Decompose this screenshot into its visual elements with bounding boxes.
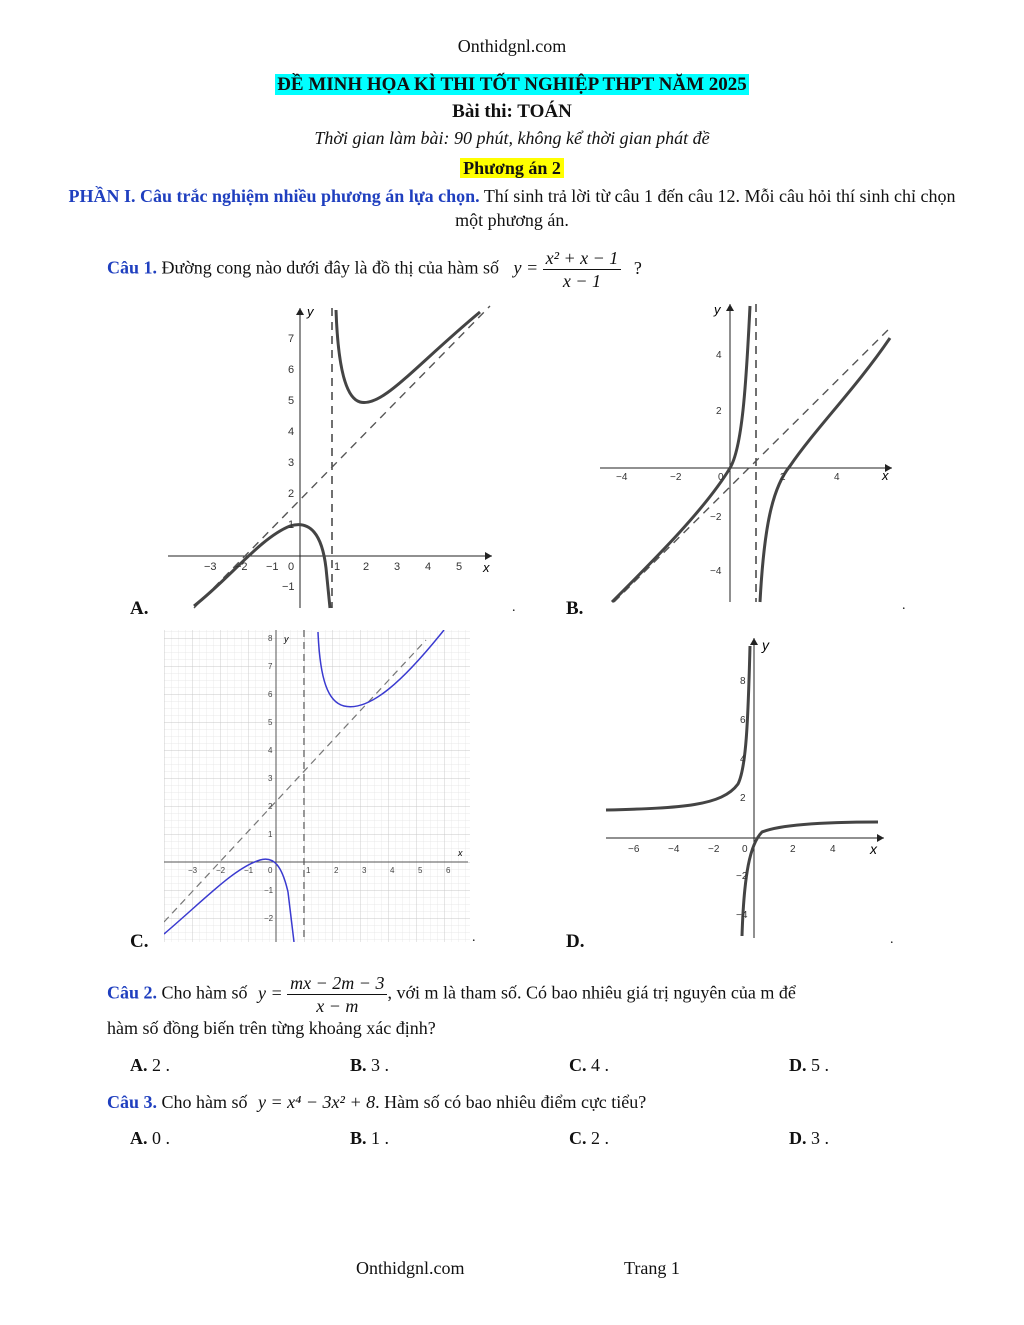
- graph-c-xtick-1: 1: [306, 866, 311, 875]
- question-1: [107, 247, 642, 292]
- q1-text: Đường cong nào dưới đây là đồ thị của hàm số: [161, 257, 499, 278]
- graph-c-x-label: x: [458, 848, 463, 858]
- graph-a-xtick-m2: −2: [235, 561, 248, 573]
- graph-d: [602, 634, 888, 940]
- graph-b-ytick-m2: −2: [710, 512, 722, 523]
- graph-a-ytick-1: 1: [288, 519, 295, 531]
- q2-option-d[interactable]: [789, 1055, 829, 1076]
- q3-option-d[interactable]: [789, 1128, 829, 1149]
- graph-d-y-label: y: [762, 637, 769, 653]
- graph-a-ytick-7: 7: [288, 333, 295, 345]
- q1-option-a-label: A.: [130, 598, 149, 619]
- q3-option-b-label: B.: [350, 1128, 367, 1148]
- graph-b-ytick-2: 2: [716, 406, 722, 417]
- exam-subject: Bài thi: TOÁN: [452, 101, 572, 122]
- q3-option-d-value: 3 .: [811, 1128, 829, 1148]
- q2-option-c-label: C.: [569, 1055, 587, 1075]
- graph-c-xtick-6: 6: [446, 866, 451, 875]
- graph-a-right-branch: [336, 310, 480, 403]
- graph-a-xtick-1: 1: [334, 561, 341, 573]
- q2-fraction: [287, 972, 387, 1017]
- q2-option-b[interactable]: [350, 1055, 389, 1076]
- graph-d-xtick-2: 2: [790, 844, 796, 855]
- header-site: Onthidgnl.com: [457, 36, 567, 56]
- question-2: [107, 972, 947, 1017]
- graph-d-xtick-4: 4: [830, 844, 836, 855]
- part1-text: Thí sinh trả lời từ câu 1 đến câu 12. Mỗi câu hỏi thí sinh chỉ chọn một phương án.: [455, 186, 956, 230]
- graph-a-xtick-2: 2: [363, 561, 370, 573]
- q2-text3: hàm số đồng biến trên từng khoảng xác định?: [107, 1018, 436, 1038]
- q1-option-c-label: C.: [130, 931, 149, 952]
- graph-c-xtick-4: 4: [390, 866, 395, 875]
- graph-d-right-branch: [742, 822, 878, 936]
- graph-c-xtick-5: 5: [418, 866, 423, 875]
- graph-b-xtick-m2: −2: [670, 472, 682, 483]
- q3-option-b-value: 1 .: [371, 1128, 390, 1148]
- q3-formula: y = x⁴ − 3x² + 8: [258, 1092, 376, 1112]
- exam-title: [0, 74, 1024, 96]
- exam-time: Thời gian làm bài: 90 phút, không kể thời gian phát đề: [314, 128, 710, 148]
- graph-c-ytick-7: 7: [268, 662, 273, 671]
- footer-site: Onthidgnl.com: [356, 1258, 465, 1278]
- graph-a-ytick-3: 3: [288, 457, 295, 469]
- graph-a-ytick-6: 6: [288, 364, 295, 376]
- graph-c-ytick-m1: −1: [264, 886, 274, 895]
- graph-c-xtick-m3: −3: [188, 866, 198, 875]
- graph-c: [164, 630, 470, 942]
- q3-option-a[interactable]: [130, 1128, 170, 1149]
- graph-d-x-label: x: [870, 841, 877, 857]
- q2-text1: Cho hàm số: [161, 982, 248, 1003]
- graph-a-xtick-0: 0: [288, 561, 295, 573]
- q3-option-d-label: D.: [789, 1128, 807, 1148]
- graph-c-y-label: y: [284, 634, 289, 644]
- graph-c-ytick-3: 3: [268, 774, 273, 783]
- q3-label: Câu 3.: [107, 1092, 158, 1112]
- graph-d-left-branch: [606, 646, 750, 810]
- q1-lhs: y =: [513, 257, 539, 278]
- q2-option-d-value: 5 .: [811, 1055, 829, 1075]
- q1-end: ?: [633, 257, 642, 278]
- q3-option-a-label: A.: [130, 1128, 148, 1148]
- q1-label: Câu 1.: [107, 257, 158, 278]
- q2-option-d-label: D.: [789, 1055, 807, 1075]
- q3-option-c[interactable]: [569, 1128, 609, 1149]
- footer-page: Trang 1: [624, 1258, 680, 1278]
- graph-c-xtick-2: 2: [334, 866, 339, 875]
- graph-b-right-branch: [760, 338, 890, 602]
- graph-c-ytick-6: 6: [268, 690, 273, 699]
- q2-option-c-value: 4 .: [591, 1055, 609, 1075]
- graph-d-ytick-8: 8: [740, 676, 746, 687]
- graph-d-xtick-0: 0: [742, 844, 748, 855]
- q2-text2: , với m là tham số. Có bao nhiêu giá trị nguyên của m để: [387, 982, 796, 1003]
- q1-formula: [514, 247, 622, 292]
- graph-b-xtick-4: 4: [834, 472, 840, 483]
- graph-a-x-label: x: [483, 560, 490, 575]
- q2-option-c[interactable]: [569, 1055, 609, 1076]
- graph-b-ytick-4: 4: [716, 350, 722, 361]
- part1-instructions: [60, 184, 964, 232]
- graph-d-xtick-m2: −2: [708, 844, 720, 855]
- graph-c-ytick-8: 8: [268, 634, 273, 643]
- graph-c-ytick-2: 2: [268, 802, 273, 811]
- graph-b-x-label: x: [882, 468, 889, 483]
- q3-option-b[interactable]: [350, 1128, 389, 1149]
- graph-a-ytick-4: 4: [288, 426, 295, 438]
- graph-c-xtick-0: 0: [268, 866, 273, 875]
- graph-b-xtick-0: 0: [718, 472, 724, 483]
- question-3: [107, 1092, 646, 1113]
- graph-c-ytick-4: 4: [268, 746, 273, 755]
- graph-c-xtick-m1: −1: [244, 866, 254, 875]
- graph-c-ytick-1: 1: [268, 830, 273, 839]
- graph-a: [160, 298, 500, 610]
- q2-lhs: y =: [258, 982, 283, 1003]
- graph-b-oblique-asymptote: [614, 326, 892, 602]
- q3-option-c-value: 2 .: [591, 1128, 609, 1148]
- q1-option-b-label: B.: [566, 598, 584, 619]
- graph-b-y-label: y: [714, 302, 721, 317]
- graph-a-xtick-4: 4: [425, 561, 432, 573]
- graph-b-xtick-m4: −4: [616, 472, 628, 483]
- graph-a-xtick-m3: −3: [204, 561, 217, 573]
- graph-a-ytick-m1: −1: [282, 581, 295, 593]
- graph-a-y-label: y: [307, 304, 314, 319]
- graph-b-left-branch: [612, 306, 750, 602]
- q2-denominator: x − m: [316, 996, 359, 1016]
- q2-option-a-label: A.: [130, 1055, 148, 1075]
- graph-b: [596, 298, 896, 604]
- graph-a-ytick-5: 5: [288, 395, 295, 407]
- graph-c-ytick-5: 5: [268, 718, 273, 727]
- graph-d-xtick-m6: −6: [628, 844, 640, 855]
- q2-label: Câu 2.: [107, 982, 158, 1003]
- q3-option-a-value: 0 .: [152, 1128, 170, 1148]
- graph-a-xtick-m1: −1: [266, 561, 279, 573]
- graph-a-xtick-5: 5: [456, 561, 463, 573]
- q2-option-b-label: B.: [350, 1055, 367, 1075]
- q1-option-d-label: D.: [566, 931, 585, 952]
- q2-numerator: mx − 2m − 3: [287, 972, 387, 995]
- graph-b-xtick-2: 2: [780, 472, 786, 483]
- graph-d-ytick-m2: −2: [736, 871, 748, 882]
- part1-label: PHẦN I. Câu trắc nghiệm nhiều phương án lựa chọn.: [68, 186, 480, 206]
- q2-option-b-value: 3 .: [371, 1055, 390, 1075]
- q2-option-a-value: 2 .: [152, 1055, 170, 1075]
- exam-title-text: ĐỀ MINH HỌA KÌ THI TỐT NGHIỆP THPT NĂM 2025: [277, 74, 747, 95]
- exam-variant: [0, 158, 1024, 179]
- graph-d-ytick-2: 2: [740, 793, 746, 804]
- q1-numerator: x² + x − 1: [543, 247, 622, 270]
- graph-d-ytick-m4: −4: [736, 910, 748, 921]
- graph-d-ytick-4: 4: [740, 754, 746, 765]
- q2-option-a[interactable]: [130, 1055, 170, 1076]
- q1-denominator: x − 1: [562, 271, 602, 291]
- graph-a-xtick-3: 3: [394, 561, 401, 573]
- graph-c-grid: [164, 630, 470, 942]
- graph-d-ytick-6: 6: [740, 715, 746, 726]
- graph-d-xtick-m4: −4: [668, 844, 680, 855]
- q3-option-c-label: C.: [569, 1128, 587, 1148]
- q3-text1: Cho hàm số: [161, 1092, 248, 1112]
- graph-c-xtick-m2: −2: [216, 866, 226, 875]
- q3-text2: . Hàm số có bao nhiêu điểm cực tiểu?: [375, 1092, 647, 1112]
- graph-b-ytick-m4: −4: [710, 566, 722, 577]
- graph-c-xtick-3: 3: [362, 866, 367, 875]
- q1-fraction: [543, 247, 622, 292]
- graph-c-ytick-m2: −2: [264, 914, 274, 923]
- graph-a-ytick-2: 2: [288, 488, 295, 500]
- exam-variant-text: Phương án 2: [460, 158, 564, 178]
